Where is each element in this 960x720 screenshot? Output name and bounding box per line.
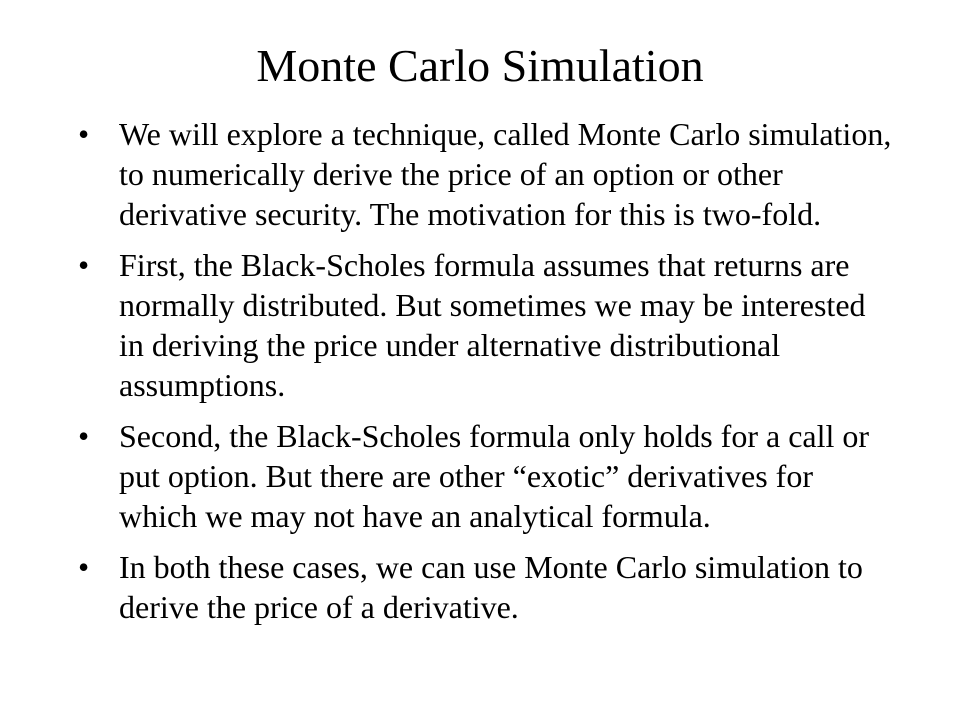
slide-title: Monte Carlo Simulation xyxy=(256,40,704,91)
bullet-marker: • xyxy=(78,116,90,152)
bullet-text: Second, the Black-Scholes formula only holds for a call or put option. But there are other “exotic” derivatives for which we may not have an analytical formula. xyxy=(119,418,870,534)
bullet-text: First, the Black-Scholes formula assumes that returns are normally distributed. But sometimes we may be interested in deriving the price under alternative distributional assumptions. xyxy=(119,247,866,403)
bullet-item xyxy=(78,245,898,405)
bullet-marker: • xyxy=(78,247,90,283)
bullet-item xyxy=(78,114,898,234)
bullet-marker: • xyxy=(78,549,90,585)
bullet-text: In both these cases, we can use Monte Carlo simulation to derive the price of a derivative. xyxy=(119,549,863,625)
bullet-text: We will explore a technique, called Monte Carlo simulation, to numerically derive the price of an option or other derivative security. The motivation for this is two-fold. xyxy=(119,116,892,232)
bullet-item xyxy=(78,547,898,627)
bullet-list xyxy=(78,114,898,638)
bullet-marker: • xyxy=(78,418,90,454)
bullet-item xyxy=(78,416,898,536)
